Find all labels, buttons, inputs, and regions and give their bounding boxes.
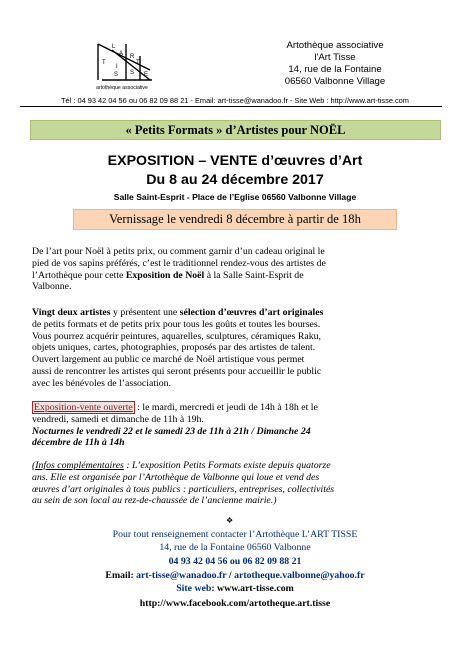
contact-line: Tél : 04 93 42 04 56 ou 06 82 09 88 21 - Email: art-tisse@wanadoo.fr - Site Web : http://www.art-tisse.com — [61, 96, 409, 105]
svg-text:artothèque associative: artothèque associative — [96, 85, 148, 91]
footer-site: Site web: www.art-tisse.com — [176, 583, 294, 594]
svg-text:I: I — [116, 64, 118, 70]
svg-text:T: T — [102, 60, 106, 66]
opening-hours: Exposition-vente ouverte : le mardi, mercredi et jeudi de 14h à 18h et le vendredi, samedi et dimanche de 11h à 19h. Nocturnes le vendredi 22 et le samedi 23 de 11h à 21h / Dimanche 24 décembre de 11h à 14h — [32, 402, 318, 449]
exposition-title: EXPOSITION – VENTE d’œuvres d’Art — [107, 153, 363, 169]
intro-paragraph: De l’art pour Noël à petits prix, ou comment garnir d’un cadeau original le pied de vos sapins préférés, c’est le traditionnel rendez-vous des artistes de l’Artothèque pour cette Exposition de Noël à la Salle Saint-Esprit de Valbonne. — [32, 246, 326, 293]
svg-text:S: S — [114, 72, 119, 78]
org-city: 06560 Valbonne Village — [284, 76, 386, 87]
footer-address: 14, rue de la Fontaine 06560 Valbonne — [159, 542, 311, 553]
opening-hours-label: Exposition-vente ouverte — [34, 402, 133, 413]
art-tisse-logo — [92, 38, 170, 92]
separator-ornament: ❖ — [226, 516, 234, 525]
footer-emails: Email: art-tisse@wanadoo.fr / artotheque.valbonne@yahoo.fr — [105, 570, 365, 581]
footer-phone: 04 93 42 04 56 ou 06 82 09 88 21 — [168, 556, 302, 567]
artists-paragraph: Vingt deux artistes y présentent une sélection d’œuvres d’art originales de petits formats et de petits prix pour tous les goûts et toutes les bourses. Vous pourrez acquérir peintures, aquarelles, sculptures, céramiques Raku, objets uniques, cartes, photographies, proposés par des artistes de talent. Ouvert largement au public ce marché de Noël artistique vous permet aussi de rencontrer les artistes qui seront présents pour accueillir le public avec les bénévoles de l’association. — [32, 307, 324, 389]
org-subname: l'Art Tisse — [314, 52, 356, 63]
info-paragraph: (Infos complémentaires : L’exposition Petits Formats existe depuis quatorze ans. Elle est organisée par l’Artothèque de Valbonne qui loue et vend des œuvres d’art originales à tous publics : particuliers, entreprises, collectivités au sein de son local au rez-de-chaussée de l’ancienne mairie.) — [32, 460, 335, 507]
svg-text:S: S — [130, 70, 135, 76]
header-divider — [20, 106, 442, 107]
svg-text:A: A — [119, 51, 124, 57]
svg-text:T: T — [136, 60, 140, 66]
svg-text:L: L — [112, 44, 116, 50]
svg-text:R: R — [130, 54, 135, 60]
website-link[interactable]: www.art-tisse.com — [217, 583, 294, 594]
exposition-location: Salle Saint-Esprit - Place de l’Eglise 06560 Valbonne Village — [113, 192, 357, 202]
footer-contact-line: Pour tout renseignement contacter l’Artothèque L’ART TISSE — [112, 529, 358, 540]
event-banner: « Petits Formats » d’Artistes pour NOËL — [30, 120, 441, 140]
org-name: Artothèque associative — [286, 40, 384, 51]
svg-text:E: E — [144, 72, 149, 78]
exposition-dates: Du 8 au 24 décembre 2017 — [146, 172, 324, 188]
facebook-link[interactable]: http://www.facebook.com/artotheque.art.tisse — [139, 598, 331, 609]
org-street: 14, rue de la Fontaine — [288, 64, 382, 75]
vernissage-banner: Vernissage le vendredi 8 décembre à partir de 18h — [73, 209, 397, 230]
email-link-2[interactable]: artotheque.valbonne@yahoo.fr — [234, 570, 365, 581]
email-link-1[interactable]: art-tisse@wanadoo.fr — [136, 570, 227, 581]
